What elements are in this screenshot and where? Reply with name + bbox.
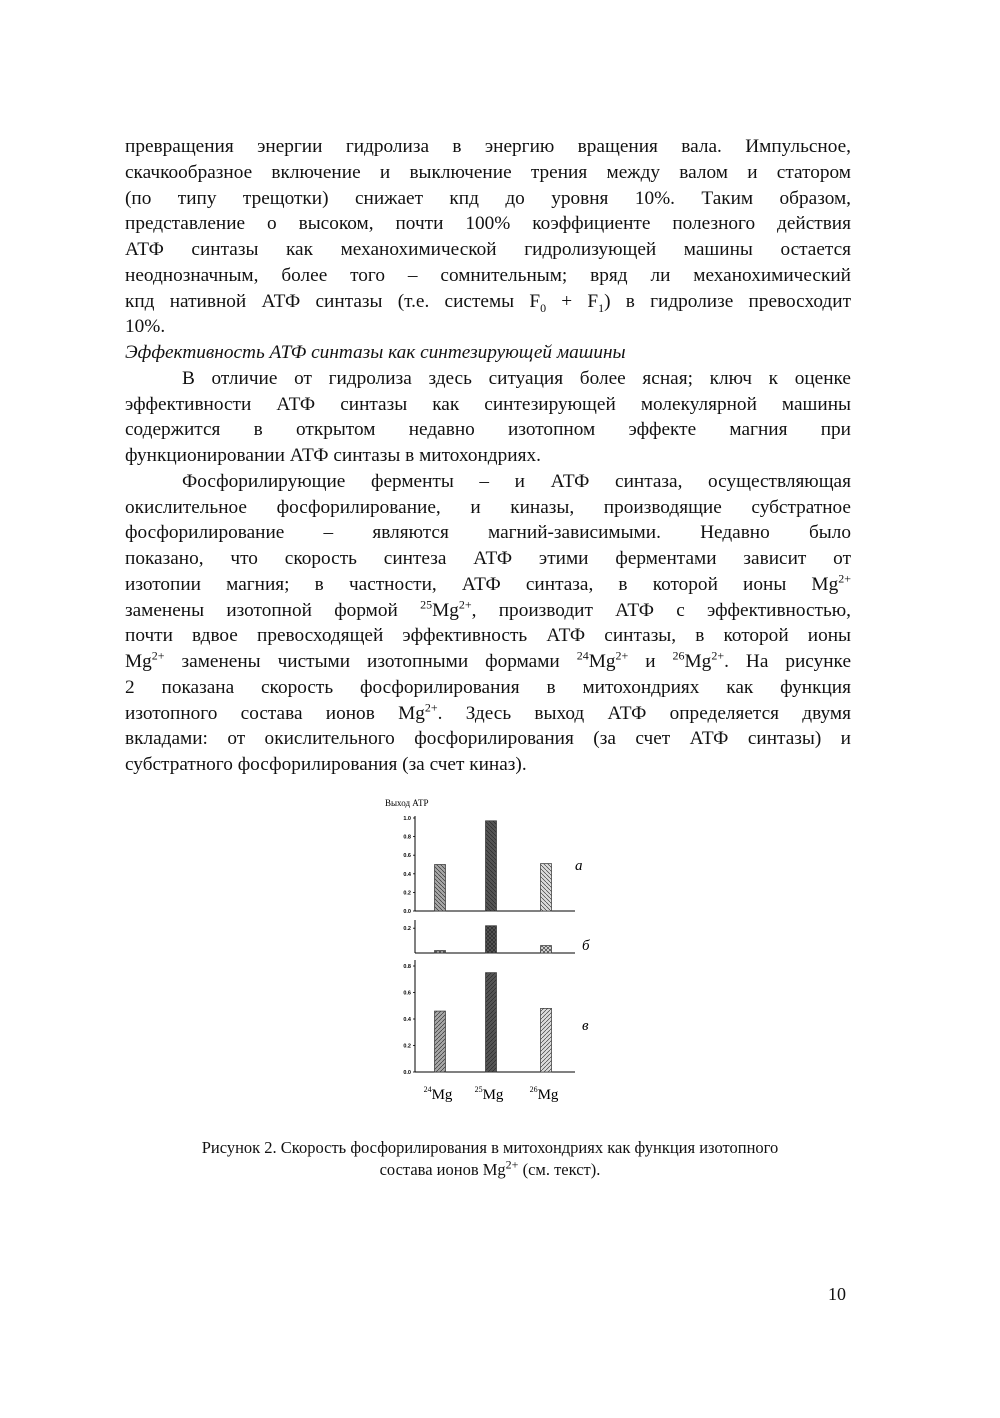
isotope-number: 26 (529, 1085, 538, 1094)
element-symbol: Mg (431, 1087, 453, 1103)
text-line (125, 598, 851, 624)
text-segment: Эффективность АТФ синтазы как синтезирующей машины (125, 342, 626, 363)
text-segment: почти вдвое превосходящей эффективность АТФ синтазы, в которой ионы (125, 625, 851, 647)
text-segment: кпд нативной АТФ синтазы (т.е. системы F (125, 290, 541, 312)
superscript: 2+ (838, 571, 851, 586)
figure-2-chart (370, 790, 610, 1110)
text-segment: заменены чистыми изотопными формами (164, 651, 577, 672)
text-line (125, 366, 851, 392)
text-line (125, 417, 851, 443)
text-segment: изотопии магния; в частности, АТФ синтаза, в которой ионы Mg (125, 573, 839, 595)
text-segment: фосфорилирование – являются магний-зависимыми. Недавно было (125, 522, 851, 544)
text-line (125, 572, 851, 598)
text-line (125, 237, 851, 263)
element-symbol: Mg (537, 1087, 559, 1103)
text-line (125, 495, 851, 521)
y-tick-label: 1.0 (403, 816, 411, 822)
y-tick-label: 0.2 (403, 890, 411, 897)
y-tick-label: 0.2 (403, 1043, 411, 1050)
body-text (125, 134, 851, 778)
caption-line-2 (100, 1159, 880, 1181)
x-tick-label (475, 1085, 504, 1103)
bar-panel-2-2 (541, 1008, 552, 1072)
y-tick-label: 0.8 (403, 834, 411, 841)
y-tick-label: 0.6 (403, 853, 411, 860)
x-tick-label (424, 1085, 453, 1103)
caption-sup: 2+ (505, 1157, 519, 1172)
superscript: 24 (576, 648, 589, 663)
text-segment: заменены изотопной формой (125, 599, 421, 621)
superscript: 25 (420, 597, 433, 612)
subscript: 0 (540, 300, 547, 315)
y-tick-label: 0.0 (403, 909, 411, 915)
text-segment: ) в гидролизе превосходит (604, 290, 851, 312)
text-line (125, 726, 851, 752)
text-line (125, 675, 851, 701)
text-line (125, 314, 851, 340)
text-segment: субстратного фосфорилирования (за счет киназ). (125, 754, 527, 775)
text-line (125, 134, 851, 160)
text-segment: 2 показана скорость фосфорилирования в митохондриях как функция (125, 676, 851, 698)
text-segment: Mg (684, 651, 712, 672)
text-line (125, 752, 851, 778)
bar-panel-1-1 (486, 926, 497, 953)
bar-panel-2-0 (435, 1011, 446, 1072)
text-line (125, 520, 851, 546)
text-segment: функционировании АТФ синтазы в митохондриях. (125, 445, 541, 466)
caption-line-1: Рисунок 2. Скорость фосфорилирования в митохондриях как функция изотопного (201, 1138, 779, 1157)
subscript: 1 (598, 300, 605, 315)
text-segment: и (628, 651, 673, 672)
text-line (125, 211, 851, 237)
superscript: 2+ (458, 597, 472, 612)
element-symbol: Mg (482, 1087, 504, 1103)
text-segment: содержится в открытом недавно изотопном эффекте магния при (125, 419, 851, 441)
text-segment: Фосфорилирующие ферменты – и АТФ синтаза, осуществляющая (182, 470, 851, 492)
text-line (125, 160, 851, 186)
superscript: 2+ (615, 648, 629, 663)
text-segment: неоднозначным, более того – сомнительным; вряд ли механохимический (125, 264, 851, 286)
text-line (125, 392, 851, 418)
caption-text: (см. текст). (518, 1160, 601, 1179)
text-line (125, 443, 851, 469)
bar-panel-2-1 (486, 973, 497, 1072)
text-line (125, 289, 851, 315)
text-segment: (по типу трещотки) снижает кпд до уровня 10%. Таким образом, (125, 187, 851, 209)
text-segment: АТФ синтазы как механохимической гидролизующей машины остается (125, 239, 851, 260)
text-line (125, 263, 851, 289)
text-segment: Mg (588, 651, 616, 672)
text-segment: В отличие от гидролиза здесь ситуация более ясная; ключ к оценке (182, 367, 851, 389)
text-segment: , производит АТФ с эффективностью, (471, 599, 851, 621)
text-segment: Mg (432, 599, 459, 621)
panel-label: а (575, 858, 583, 874)
text-segment: окислительное фосфорилирование, и киназы, производящие субстратное (125, 496, 851, 518)
y-tick-label: 0.4 (403, 871, 411, 878)
bar-panel-1-2 (541, 946, 552, 953)
caption-text: состава ионов Mg (379, 1160, 506, 1179)
superscript: 2+ (424, 700, 438, 715)
text-segment: . Здесь выход АТФ определяется двумя (437, 702, 851, 724)
text-line (125, 649, 851, 675)
y-tick-label: 0.4 (403, 1017, 411, 1023)
superscript: 2+ (711, 648, 725, 663)
text-segment: превращения энергии гидролиза в энергию вращения вала. Импульсное, (125, 136, 851, 157)
text-segment: скачкообразное включение и выключение трения между валом и статором (125, 161, 851, 183)
text-line (125, 701, 851, 727)
isotope-number: 24 (423, 1085, 432, 1094)
text-line (125, 623, 851, 649)
text-segment: + F (546, 290, 599, 312)
y-tick-label: 0.2 (403, 926, 411, 933)
text-segment: вкладами: от окислительного фосфорилирования (за счет АТФ синтазы) и (125, 728, 851, 750)
isotope-number: 25 (474, 1085, 483, 1094)
text-segment: . На рисунке (724, 651, 851, 672)
y-tick-label: 0.0 (403, 1070, 411, 1076)
page-number: 10 (828, 1284, 846, 1304)
bar-panel-0-2 (541, 864, 552, 911)
text-line (125, 186, 851, 212)
text-segment: эффективности АТФ синтазы как синтезирующей молекулярной машины (125, 393, 851, 415)
bar-panel-0-1 (486, 821, 497, 911)
bar-panel-1-0 (435, 951, 446, 953)
panel-label: б (582, 938, 590, 954)
superscript: 26 (672, 648, 685, 663)
text-line (125, 546, 851, 572)
y-axis-label: Выход АТР (385, 798, 429, 808)
text-segment: 10%. (125, 316, 166, 338)
y-tick-label: 0.6 (403, 990, 411, 997)
section-heading (125, 340, 851, 366)
superscript: 2+ (151, 648, 165, 663)
bar-panel-0-0 (435, 865, 446, 912)
y-tick-label: 0.8 (403, 964, 411, 970)
figure-caption (100, 1137, 880, 1181)
text-segment: изотопного состава ионов Mg (125, 702, 425, 724)
text-segment: представление о высоком, почти 100% коэффициенте полезного действия (125, 213, 851, 235)
text-line (125, 469, 851, 495)
x-tick-label (530, 1085, 559, 1103)
text-segment: Mg (125, 651, 152, 672)
panel-label: в (582, 1018, 589, 1034)
text-segment: показано, что скорость синтеза АТФ этими ферментами зависит от (125, 548, 851, 569)
